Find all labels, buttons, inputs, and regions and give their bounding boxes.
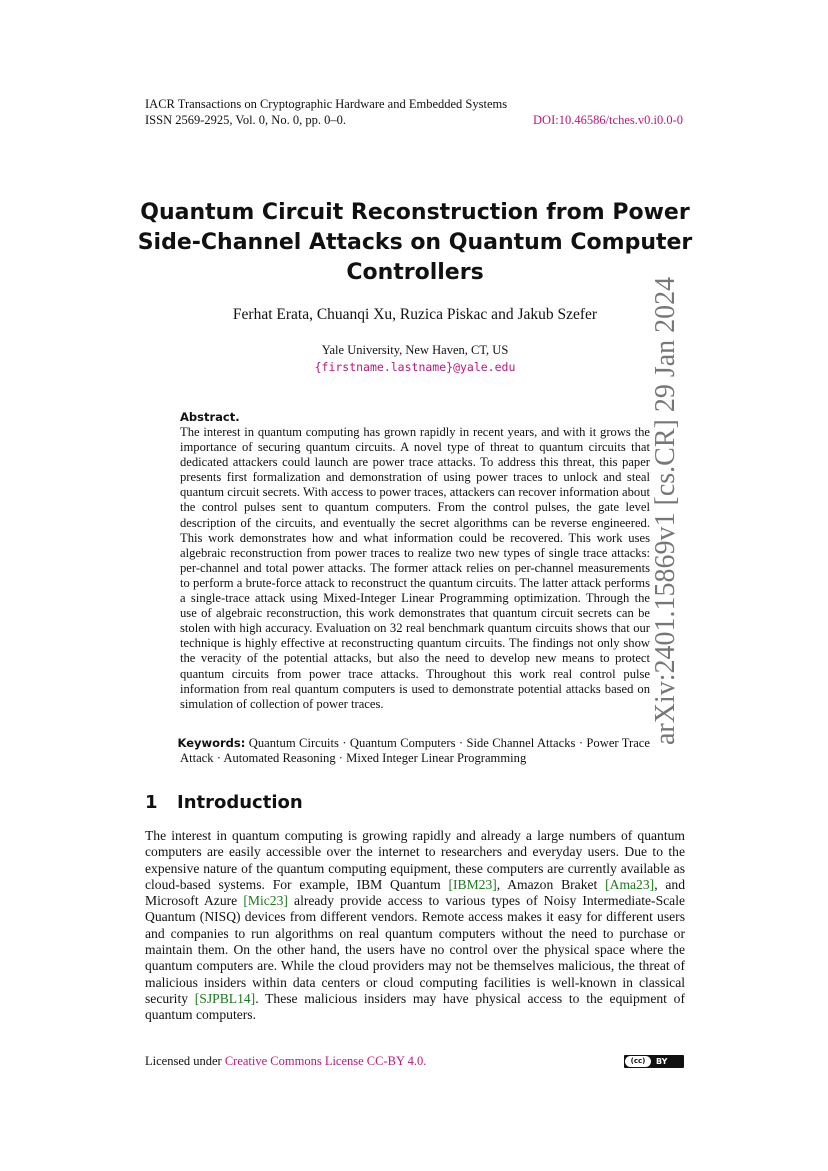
- issn-line: ISSN 2569-2925, Vol. 0, No. 0, pp. 0–0.: [145, 113, 346, 127]
- intro-text-3: , and Microsoft Azure: [145, 876, 685, 909]
- author-list: Ferhat Erata, Chuanqi Xu, Ruzica Piskac and Jakub Szefer: [232, 306, 598, 323]
- intro-text-5: . These malicious insiders may have physical access to the equipment of quantum computers.: [145, 990, 685, 1023]
- keywords: [177, 736, 650, 766]
- intro-text-2: , Amazon Braket: [496, 876, 598, 892]
- citation-ibm23[interactable]: [IBM23]: [448, 876, 497, 892]
- license-footer: [145, 1054, 426, 1069]
- title-line-2: Side-Channel Attacks on Quantum Computer: [137, 230, 693, 255]
- doi-link[interactable]: DOI:10.46586/tches.v0.i0.0-0: [533, 113, 683, 127]
- citation-sjpbl14[interactable]: [SJPBL14]: [194, 990, 256, 1006]
- journal-name: IACR Transactions on Cryptographic Hardware and Embedded Systems: [145, 97, 508, 111]
- citation-ama23[interactable]: [Ama23]: [605, 876, 655, 892]
- abstract-text: The interest in quantum computing has grown rapidly in recent years, and with it grows the importance of securing quantum circuits. A novel type of threat to quantum circuits that dedicated attackers could launch are power trace attacks. To address this threat, this paper presents first formalization and demonstration of using power traces to unlock and steal quantum circuit secrets. With access to power traces, attackers can recover information about the control pulses sent to quantum computers. From the control pulses, the gate level description of the circuits, and eventually the secret algorithms can be reverse engineered. This work demonstrates how and what information could be recovered. This work uses algebraic reconstruction from power traces to realize two new types of single trace attacks: per-channel and total power attacks. The former attack relies on per-channel measurements to perform a brute-force attack to reconstruct the quantum circuits. The latter attack performs a single-trace attack using Mixed-Integer Linear Programming optimization. Through the use of algebraic reconstruction, this work demonstrates that quantum circuit secrets can be stolen with high accuracy. Evaluation on 32 real benchmark quantum circuits shows that our technique is highly effective at reconstructing quantum circuits. The findings not only show the veracity of the potential attacks, but also the need to develop new means to protect quantum circuits from power trace attacks. Throughout this work real control pulse information from real quantum computers is used to demonstrate potential attacks based on simulation of collection of power traces.: [180, 425, 650, 711]
- keywords-text: Quantum Circuits · Quantum Computers · Side Channel Attacks · Power Trace Attack · Automated Reasoning · Mixed Integer Linear Programming: [180, 736, 650, 766]
- title-line-1: Quantum Circuit Reconstruction from Power: [140, 200, 690, 225]
- license-prefix: Licensed under: [145, 1054, 222, 1068]
- section-number: 1: [145, 792, 158, 813]
- keywords-label: Keywords:: [177, 736, 246, 750]
- by-label: BY: [656, 1057, 668, 1066]
- intro-text-4: already provide access to various types of Noisy Intermediate-Scale Quantum (NISQ) devices from different vendors. Remote access makes it easy for different users and companies to run algorithms on real quantum computers without the need to purchase or maintain them. On the other hand, the users have no control over the physical space where the quantum computers are. While the cloud providers may not be themselves malicious, the threat of malicious insiders within data centers or cloud computing facilities is well-known in classical security: [145, 893, 686, 1006]
- citation-mic23[interactable]: [Mic23]: [243, 893, 288, 909]
- abstract-heading: Abstract.: [180, 410, 240, 424]
- arxiv-stamp: arXiv:2401.15869v1 [cs.CR] 29 Jan 2024: [650, 276, 681, 745]
- affiliation: Yale University, New Haven, CT, US: [321, 343, 509, 357]
- cc-icon: (cc): [625, 1056, 651, 1067]
- email-link[interactable]: {firstname.lastname}@yale.edu: [314, 360, 516, 374]
- cc-by-badge: [624, 1055, 684, 1068]
- intro-paragraph: [145, 828, 685, 1024]
- section-heading: [145, 792, 303, 813]
- section-title: Introduction: [177, 792, 303, 813]
- intro-text-1: The interest in quantum computing is growing rapidly and already a large numbers of quantum computers are easily accessible over the internet to researchers and everyday users. Due to the expensive nature of the quantum computing equipment, these computers are currently available as cloud-based systems. For example, IBM Quantum: [145, 828, 685, 892]
- title-line-3: Controllers: [346, 260, 484, 285]
- paper-title: [130, 198, 700, 288]
- license-link[interactable]: Creative Commons License CC-BY 4.0.: [224, 1054, 427, 1068]
